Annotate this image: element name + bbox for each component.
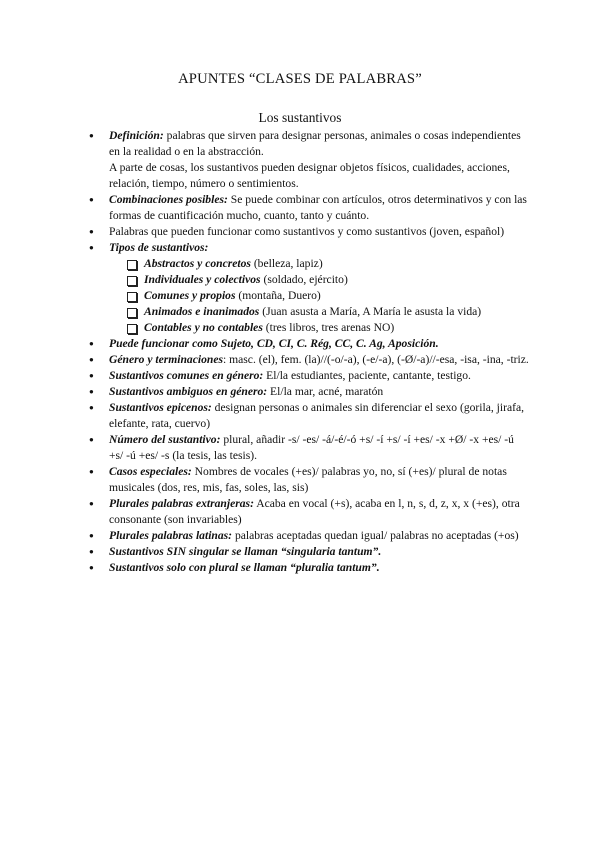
sub-list-item bbox=[127, 256, 529, 272]
type-text: (Juan asusta a María, A María le asusta la vida) bbox=[259, 305, 482, 318]
list-item bbox=[89, 192, 529, 224]
item-label: Casos especiales: bbox=[109, 465, 192, 478]
list-item bbox=[89, 400, 529, 432]
item-text: Acaba en vocal (+s), acaba en l, n, s, d, z, x, x (+es), otra consonante (son invariables) bbox=[109, 497, 520, 526]
type-label: Abstractos y concretos bbox=[144, 257, 251, 270]
item-text: Nombres de vocales (+es)/ palabras yo, no, sí (+es)/ plural de notas musicales (dos, res, mis, fas, soles, las, sis) bbox=[109, 465, 507, 494]
item-label: Número del sustantivo: bbox=[109, 433, 221, 446]
list-item bbox=[89, 128, 529, 192]
types-sublist bbox=[109, 256, 529, 336]
list-item bbox=[89, 432, 529, 464]
item-text: palabras que sirven para designar personas, animales o cosas independientes en la realidad o en la abstracción. bbox=[109, 129, 521, 158]
checkbox-bullet-icon bbox=[127, 308, 137, 318]
item-text: palabras aceptadas quedan igual/ palabras no aceptadas (+os) bbox=[232, 529, 519, 542]
list-item bbox=[89, 464, 529, 496]
list-item bbox=[89, 224, 529, 240]
list-item bbox=[89, 496, 529, 528]
type-label: Individuales y colectivos bbox=[144, 273, 261, 286]
item-label: Sustantivos comunes en género: bbox=[109, 369, 264, 382]
item-extra-text: A parte de cosas, los sustantivos pueden designar objetos físicos, cualidades, acciones, relación, tiempo, número o sentimientos. bbox=[109, 161, 510, 190]
type-label: Contables y no contables bbox=[144, 321, 263, 334]
list-item bbox=[89, 352, 529, 368]
item-label: Sustantivos SIN singular se llaman “singularia tantum”. bbox=[109, 545, 382, 558]
sub-list-item bbox=[127, 320, 529, 336]
section-heading: Los sustantivos bbox=[258, 110, 342, 125]
notes-list bbox=[89, 128, 529, 576]
list-item bbox=[89, 368, 529, 384]
sub-list-item bbox=[127, 272, 529, 288]
item-label: Sustantivos solo con plural se llaman “pluralia tantum”. bbox=[109, 561, 380, 574]
item-label: Sustantivos ambiguos en género: bbox=[109, 385, 268, 398]
item-text: plural, añadir -s/ -es/ -á/-é/-ó +s/ -í +s/ -í +es/ -x +Ø/ -x +es/ -ú +s/ -ú +es/ -s (la tesis, las tesis). bbox=[109, 433, 514, 462]
list-item bbox=[89, 384, 529, 400]
item-label: Puede funcionar como Sujeto, CD, CI, C. Rég, CC, C. Ag, Aposición. bbox=[109, 337, 439, 350]
list-item bbox=[89, 240, 529, 336]
item-label: Plurales palabras extranjeras: bbox=[109, 497, 254, 510]
list-item bbox=[89, 528, 529, 544]
sub-list-item bbox=[127, 288, 529, 304]
checkbox-bullet-icon bbox=[127, 324, 137, 334]
item-text: Palabras que pueden funcionar como sustantivos y como sustantivos (joven, español) bbox=[109, 225, 505, 238]
item-text: Se puede combinar con artículos, otros determinativos y con las formas de cuantificación mucho, cuanto, tanto y cuánto. bbox=[109, 193, 527, 222]
type-text: (belleza, lapiz) bbox=[250, 257, 323, 270]
list-item bbox=[89, 560, 529, 576]
item-label: Definición: bbox=[109, 129, 164, 142]
type-text: (soldado, ejército) bbox=[260, 273, 348, 286]
item-label: Sustantivos epicenos: bbox=[109, 401, 212, 414]
list-item bbox=[89, 336, 529, 352]
item-label: Combinaciones posibles: bbox=[109, 193, 228, 206]
item-text: El/la mar, acné, maratón bbox=[267, 385, 384, 398]
checkbox-bullet-icon bbox=[127, 260, 137, 270]
item-label: Plurales palabras latinas: bbox=[109, 529, 233, 542]
item-text: : masc. (el), fem. (la)//(-o/-a), (-e/-a), (-Ø/-a)//-esa, -isa, -ina, -triz. bbox=[223, 353, 529, 366]
page-title: APUNTES “CLASES DE PALABRAS” bbox=[178, 71, 422, 87]
type-label: Comunes y propios bbox=[144, 289, 236, 302]
list-item bbox=[89, 544, 529, 560]
item-label: Tipos de sustantivos: bbox=[109, 241, 209, 254]
type-text: (montaña, Duero) bbox=[235, 289, 321, 302]
checkbox-bullet-icon bbox=[127, 292, 137, 302]
type-text: (tres libros, tres arenas NO) bbox=[262, 321, 395, 334]
sub-list-item bbox=[127, 304, 529, 320]
checkbox-bullet-icon bbox=[127, 276, 137, 286]
item-label: Género y terminaciones bbox=[109, 353, 223, 366]
item-text: designan personas o animales sin diferenciar el sexo (gorila, jirafa, elefante, rata, cuervo) bbox=[109, 401, 525, 430]
item-text: El/la estudiantes, paciente, cantante, testigo. bbox=[263, 369, 471, 382]
type-label: Animados e inanimados bbox=[144, 305, 260, 318]
